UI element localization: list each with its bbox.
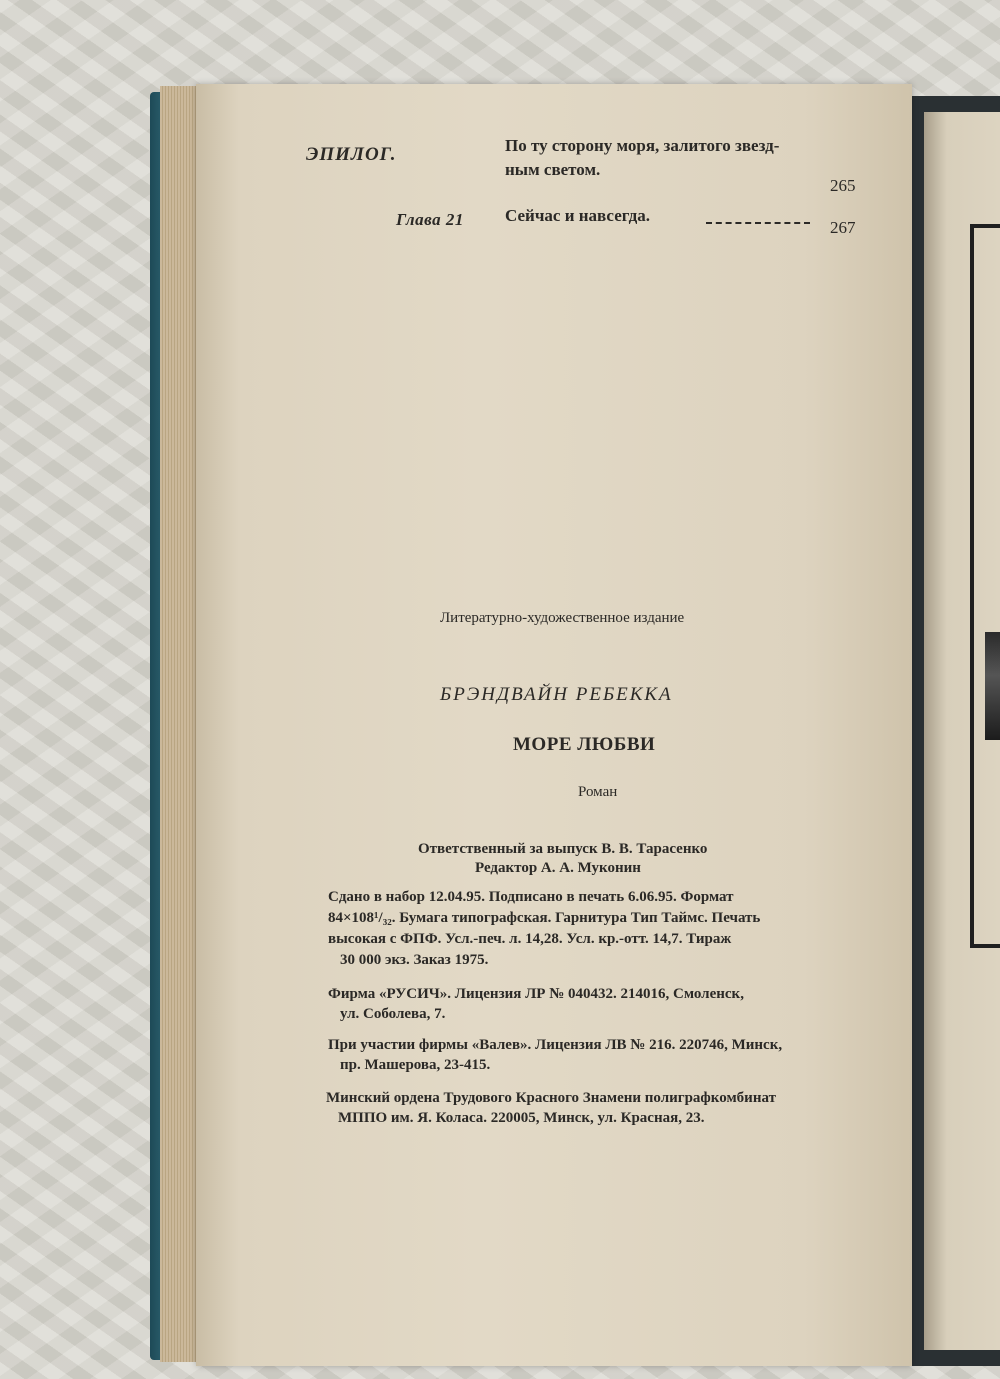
print-details-line3: высокая с ФПФ. Усл.-печ. л. 14,28. Усл. кр.-отт. 14,7. Тираж (328, 931, 732, 947)
printer-line2: МППО им. Я. Коласа. 220005, Минск, ул. Красная, 23. (338, 1110, 705, 1126)
book-page (196, 84, 912, 1366)
publisher-line1: Фирма «РУСИЧ». Лицензия ЛР № 040432. 214016, Смоленск, (328, 986, 744, 1002)
page-edges (160, 86, 200, 1362)
partner-line1: При участии фирмы «Валев». Лицензия ЛВ № 216. 220746, Минск, (328, 1037, 783, 1053)
right-page-photo (985, 632, 1000, 740)
author-name: БРЭНДВАЙН РЕБЕККА (440, 684, 673, 705)
toc-epilogue-page: 265 (830, 176, 856, 195)
right-page-frame (970, 224, 1000, 948)
responsible-editor: Ответственный за выпуск В. В. Тарасенко (418, 841, 708, 857)
partner-line2: пр. Машерова, 23-415. (340, 1057, 491, 1073)
publisher-line2: ул. Соболева, 7. (340, 1006, 446, 1022)
toc-epilogue-label: ЭПИЛОГ. (306, 144, 397, 165)
edition-type: Литературно-художественное издание (440, 610, 685, 626)
toc-chapter-21-label: Глава 21 (396, 210, 464, 229)
printer-line1: Минский ордена Трудового Красного Знамени полиграфкомбинат (326, 1090, 776, 1106)
toc-epilogue-title-line1: По ту сторону моря, залитого звезд- (505, 136, 780, 155)
toc-chapter-21-title: Сейчас и навсегда. (505, 206, 650, 225)
toc-epilogue-title-line2: ным светом. (505, 160, 601, 179)
print-details-line1: Сдано в набор 12.04.95. Подписано в печать 6.06.95. Формат (328, 889, 734, 905)
print-details-line4: 30 000 экз. Заказ 1975. (340, 952, 489, 968)
genre-label: Роман (578, 784, 618, 800)
toc-leader-dashes (706, 222, 810, 224)
editor: Редактор А. А. Муконин (475, 860, 641, 876)
toc-chapter-21-page: 267 (830, 218, 856, 237)
print-details-line2: 84×108¹/₃₂. Бумага типографская. Гарнитура Тип Таймс. Печать (328, 910, 761, 926)
book-title: МОРЕ ЛЮБВИ (513, 734, 656, 755)
